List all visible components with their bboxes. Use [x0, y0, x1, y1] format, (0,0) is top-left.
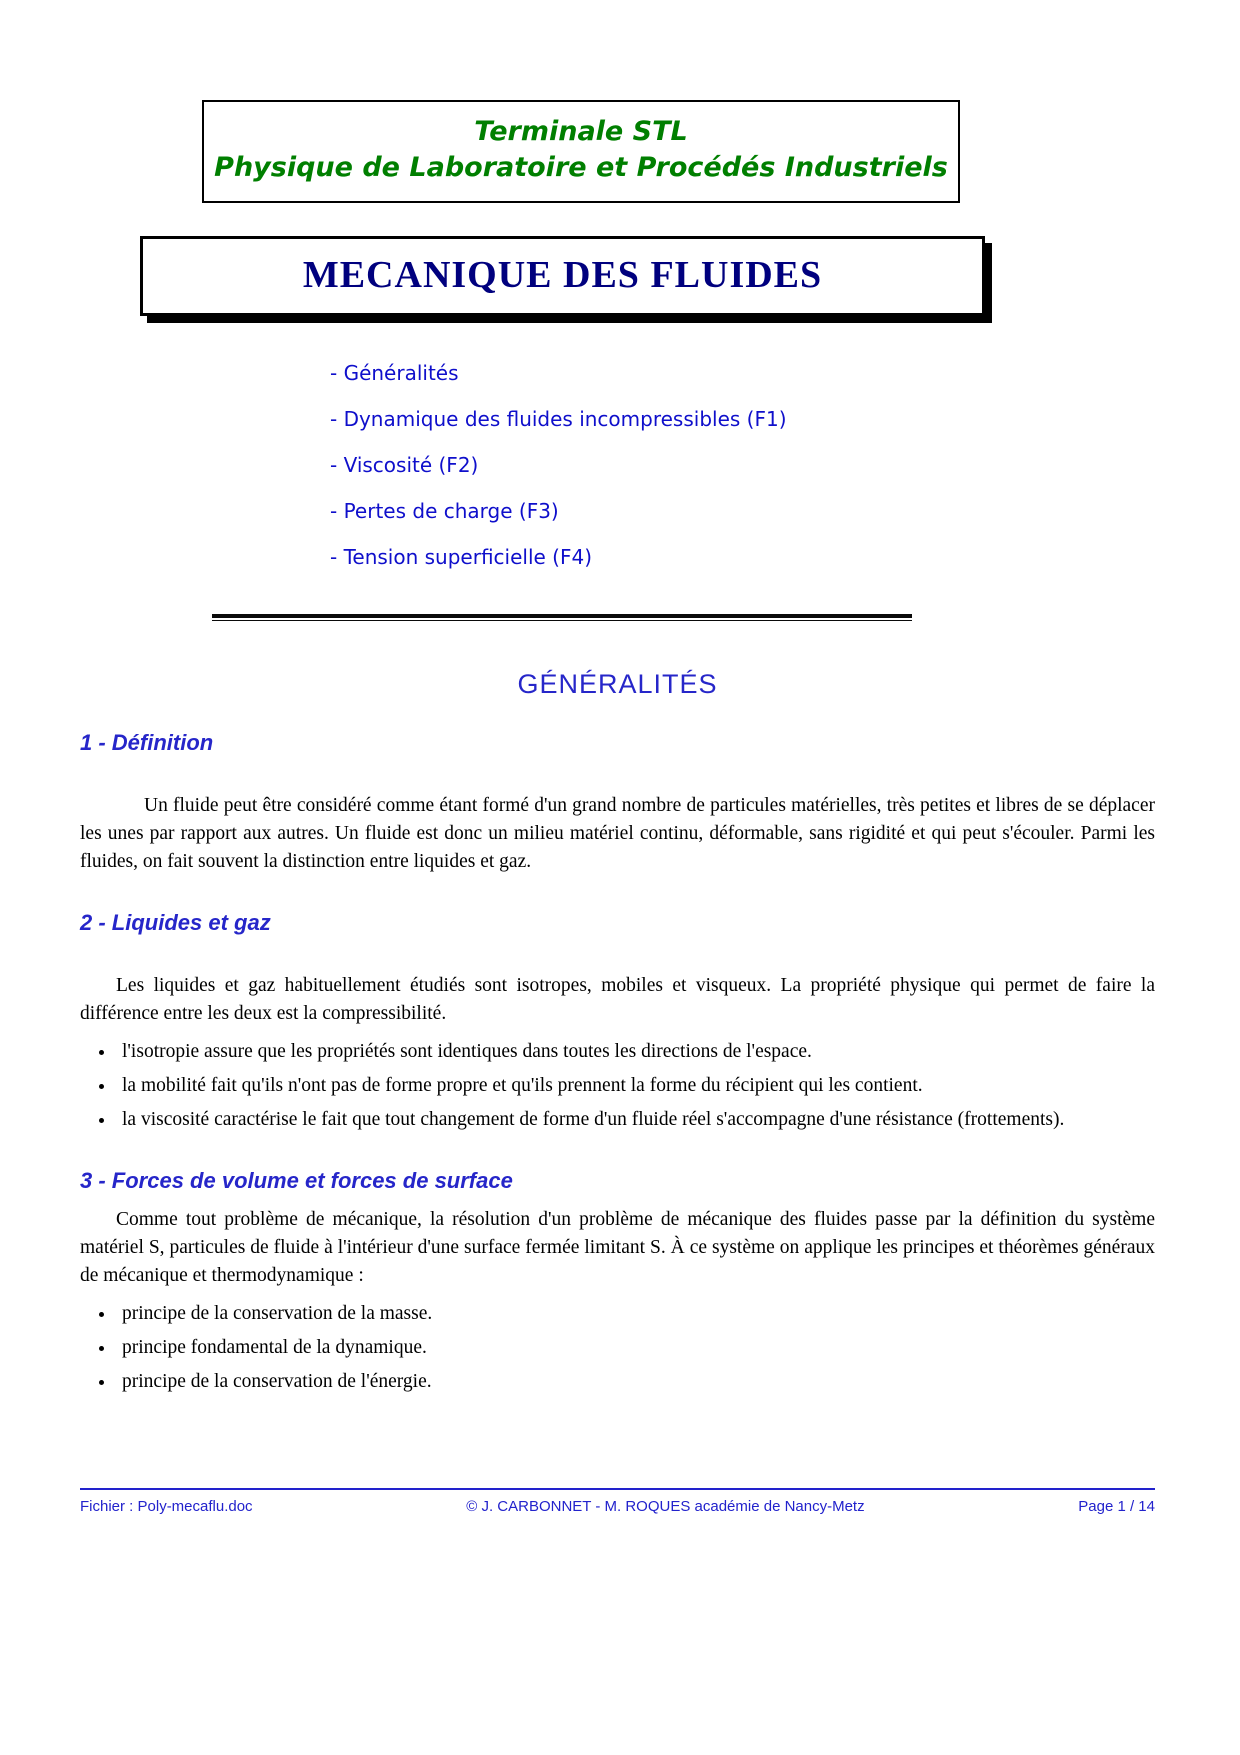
course-header-box — [202, 100, 960, 203]
toc-item-viscosite: - Viscosité (F2) — [330, 452, 479, 477]
course-level: Terminale STL — [474, 116, 688, 147]
document-title-box — [140, 236, 985, 316]
bullet-conservation-masse: • principe de la conservation de la masse. — [116, 1300, 1155, 1328]
toc-item-generalites: - Généralités — [330, 360, 459, 385]
bullet-mobilite: • la mobilité fait qu'ils n'ont pas de forme propre et qu'ils prennent la forme du récipient qui les contient. — [116, 1072, 1155, 1100]
footer-filename: Fichier : Poly-mecaflu.doc — [80, 1498, 253, 1515]
toc-item-dynamique: - Dynamique des fluides incompressibles (F1) — [330, 406, 787, 431]
page-footer — [80, 1488, 1155, 1515]
footer-page-number: Page 1 / 14 — [1078, 1498, 1155, 1515]
paragraph-liquides-et-gaz: Les liquides et gaz habituellement étudiés sont isotropes, mobiles et visqueux. La propriété physique qui permet de faire la différence entre les deux est la compressibilité. — [80, 974, 1155, 1024]
bullet-list-proprietes — [80, 1038, 1155, 1134]
bullet-principe-fondamental: • principe fondamental de la dynamique. — [116, 1334, 1155, 1362]
bullet-conservation-energie: • principe de la conservation de l'énergie. — [116, 1368, 1155, 1396]
section-heading-liquides-et-gaz: 2 - Liquides et gaz — [80, 909, 271, 935]
bullet-list-principes — [80, 1300, 1155, 1396]
bullet-isotropie: • l'isotropie assure que les propriétés sont identiques dans toutes les directions de l'espace. — [116, 1038, 1155, 1066]
document-title: MECANIQUE DES FLUIDES — [302, 253, 823, 296]
course-name: Physique de Laboratoire et Procédés Industriels — [214, 152, 948, 184]
paragraph-definition: Un fluide peut être considéré comme étant formé d'un grand nombre de particules matérielles, très petites et libres de se déplacer les unes par rapport aux autres. Un fluide est donc un milieu matériel continu, déformable, sans rigidité et qui peut s'écouler. Parmi les fluides, on fait souvent la distinction entre liquides et gaz. — [80, 794, 1155, 872]
table-of-contents — [330, 360, 1155, 570]
double-rule-divider — [212, 614, 912, 621]
bullet-viscosite: • la viscosité caractérise le fait que tout changement de forme d'un fluide réel s'accompagne d'une résistance (frottements). — [116, 1106, 1155, 1134]
footer-copyright: © J. CARBONNET - M. ROQUES académie de Nancy-Metz — [466, 1498, 865, 1515]
toc-item-pertes-de-charge: - Pertes de charge (F3) — [330, 498, 559, 523]
toc-item-tension-superficielle: - Tension superficielle (F4) — [330, 544, 593, 569]
section-heading-definition: 1 - Définition — [80, 729, 214, 755]
chapter-heading: GÉNÉRALITÉS — [517, 668, 718, 699]
section-heading-forces: 3 - Forces de volume et forces de surface — [80, 1167, 513, 1193]
paragraph-forces: Comme tout problème de mécanique, la résolution d'un problème de mécanique des fluides passe par la définition du système matériel S, particules de fluide à l'intérieur d'une surface fermée limitant S. À ce système on applique les principes et théorèmes généraux de mécanique et thermodynamique : — [80, 1208, 1155, 1286]
